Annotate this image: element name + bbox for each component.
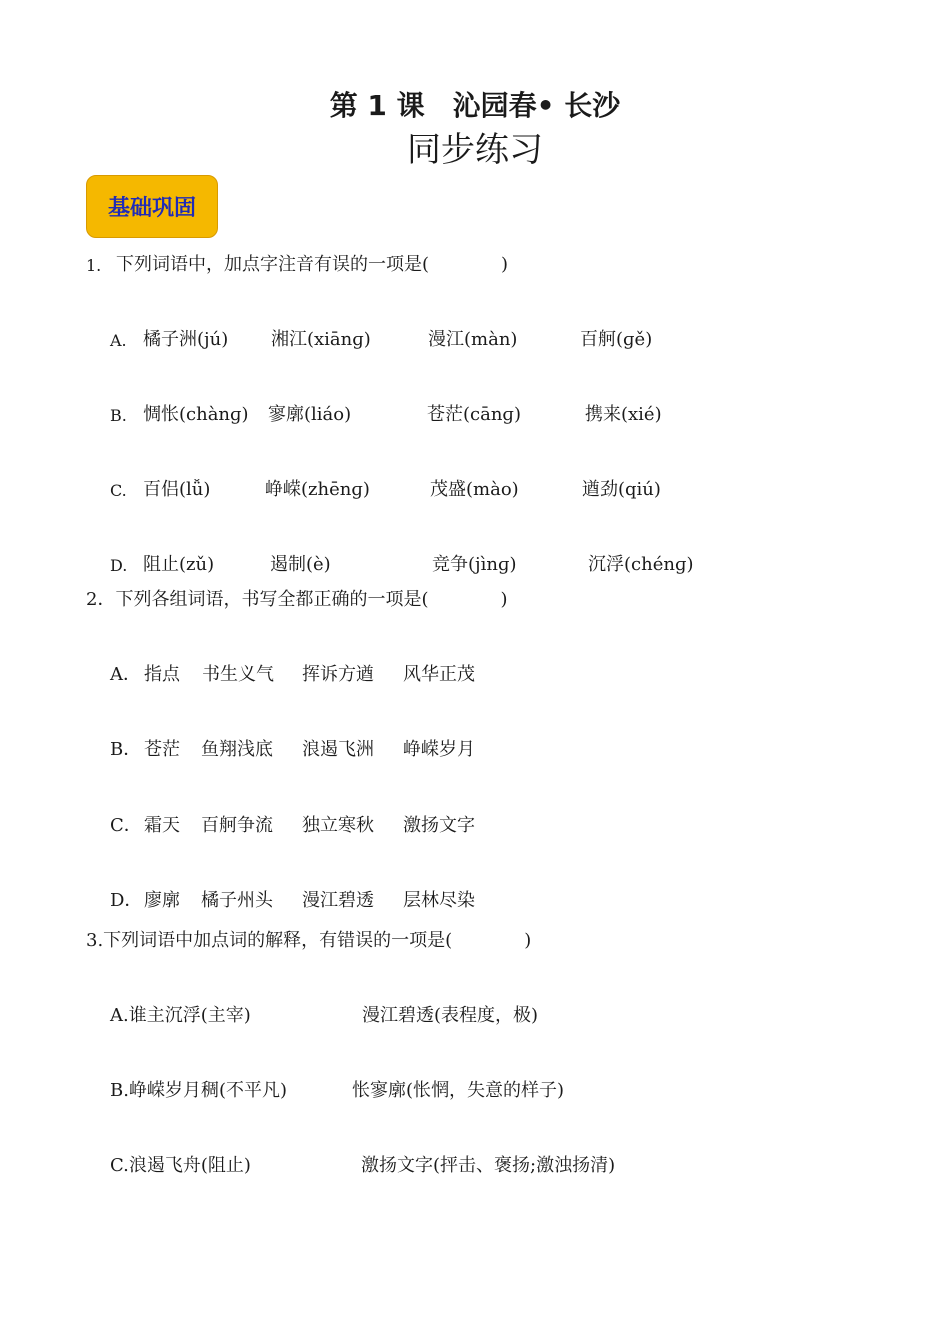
option-item: 漫江(màn) <box>428 329 518 350</box>
option-item: 携来(xié) <box>585 404 662 425</box>
option-item: 百舸争流 <box>201 815 273 836</box>
option-item: 风华正茂 <box>403 664 475 685</box>
option-letter: B． <box>110 739 142 760</box>
option-first: C.浪遏飞舟(阻止) <box>110 1155 251 1176</box>
option-item: 层林尽染 <box>403 890 475 911</box>
question-2-stem: 2．下列各组词语，书写全都正确的一项是( ) <box>86 589 508 610</box>
option-item: 寥廓(liáo) <box>268 404 352 425</box>
option-item: 廖廓 <box>144 890 180 911</box>
option-letter: A. <box>110 331 127 350</box>
option-item: 峥嵘(zhēnɡ) <box>265 479 370 500</box>
option-item: 指点 <box>144 664 180 685</box>
section-badge <box>86 175 218 238</box>
question-3-stem: 3.下列词语中加点词的解释，有错误的一项是( ) <box>86 930 532 951</box>
option-first: A.谁主沉浮(主宰) <box>110 1005 251 1026</box>
option-item: 浪遏飞洲 <box>302 739 374 760</box>
option-item: 阻止(zǔ) <box>143 554 215 575</box>
option-item: 鱼翔浅底 <box>201 739 273 760</box>
option-letter: B. <box>110 406 127 425</box>
option-second: 激扬文字(抨击、褒扬;激浊扬清) <box>361 1155 616 1176</box>
option-item: 橘子洲(jú) <box>143 329 229 350</box>
option-item: 峥嵘岁月 <box>403 739 475 760</box>
option-letter: D. <box>110 556 128 575</box>
option-item: 激扬文字 <box>403 815 475 836</box>
question-1-number: 1. <box>86 256 102 275</box>
option-item: 遒劲(qiú) <box>582 479 661 500</box>
question-1-stem: 下列词语中，加点字注音有误的一项是( ) <box>116 254 509 275</box>
option-letter: C. <box>110 481 127 500</box>
section-badge-label: 基础巩固 <box>107 196 196 221</box>
page-title: 第 1 课 沁园春• 长沙 <box>329 89 621 122</box>
option-item: 书生义气 <box>202 664 274 685</box>
option-item: 挥诉方遒 <box>302 664 374 685</box>
option-letter: D． <box>110 890 143 911</box>
option-item: 湘江(xiānɡ) <box>271 329 371 350</box>
option-item: 橘子州头 <box>201 890 273 911</box>
option-item: 百侣(lǚ) <box>143 479 211 500</box>
option-letter: C． <box>110 815 142 836</box>
option-item: 独立寒秋 <box>302 815 374 836</box>
option-item: 百舸(ɡě) <box>580 329 653 350</box>
option-item: 茂盛(mào) <box>430 479 519 500</box>
option-item: 沉浮(chénɡ) <box>588 554 694 575</box>
option-second: 漫江碧透(表程度，极) <box>362 1005 539 1026</box>
option-item: 霜天 <box>144 815 180 836</box>
option-item: 苍茫(cānɡ) <box>427 404 521 425</box>
option-item: 惆怅(chànɡ) <box>143 404 249 425</box>
option-item: 遏制(è) <box>270 554 331 575</box>
page-subtitle: 同步练习 <box>407 130 543 170</box>
option-letter: A． <box>110 664 141 685</box>
option-item: 漫江碧透 <box>302 890 374 911</box>
option-first: B.峥嵘岁月稠(不平凡) <box>110 1080 287 1101</box>
option-item: 竞争(jìnɡ) <box>432 554 517 575</box>
option-item: 苍茫 <box>144 739 180 760</box>
option-second: 怅寥廓(怅惘，失意的样子) <box>352 1080 565 1101</box>
